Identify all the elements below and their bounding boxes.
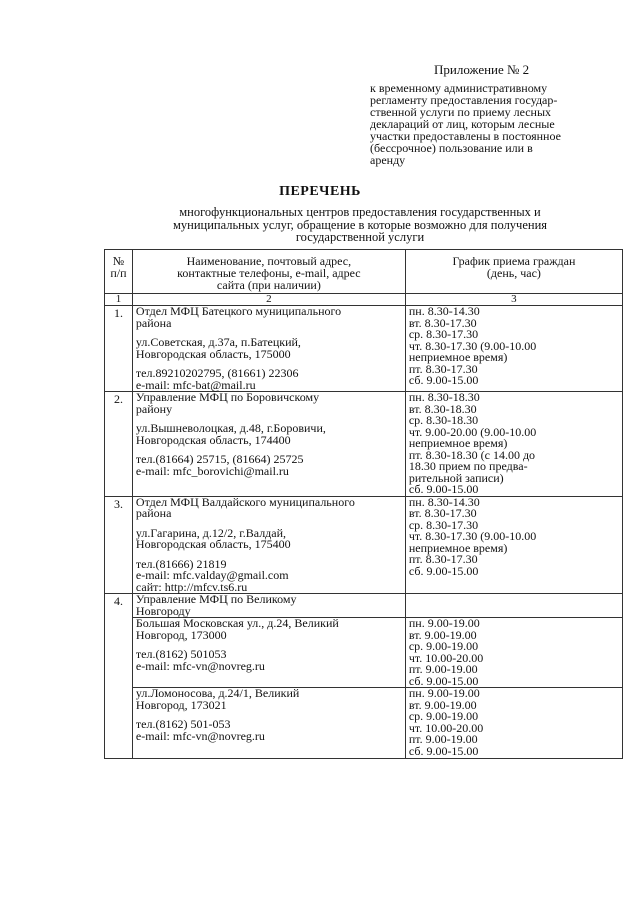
schedule-line: пн. 9.00-19.00 <box>408 686 480 700</box>
table-header-row <box>105 250 623 294</box>
schedule-line: вт. 8.30-18.30 <box>408 401 477 416</box>
header-name <box>132 250 405 294</box>
postal-address <box>135 525 402 551</box>
contacts <box>136 454 402 477</box>
header-name-line: сайта (при наличии) <box>216 278 321 292</box>
document-subtitle <box>120 206 600 244</box>
table-row <box>105 306 623 392</box>
subtitle-line: государственной услуги <box>295 230 425 244</box>
appendix-line: ственной услуги по приему лесных <box>370 105 552 119</box>
organization-cell <box>132 594 405 618</box>
postal-address-line: Новгород, 173021 <box>135 697 227 712</box>
schedule-line: пт. 8.30-17.30 <box>408 361 478 376</box>
header-schedule <box>405 250 622 294</box>
header-schedule-line: (день, час) <box>486 266 541 280</box>
organization-name-line: Отдел МФЦ Валдайского муниципального <box>135 494 355 509</box>
schedule-line: чт. 9.00-20.00 (9.00-10.00 <box>408 424 537 439</box>
schedule-line: неприемное время) <box>408 436 508 450</box>
document-heading: ПЕРЕЧЕНЬ <box>279 184 361 199</box>
row-number: 2. <box>105 392 133 497</box>
postal-address <box>136 337 402 360</box>
header-name-line: контактные телефоны, e-mail, адрес <box>177 266 361 280</box>
schedule-cell <box>405 618 622 688</box>
table-row <box>105 392 623 497</box>
row-number: 3. <box>105 496 133 594</box>
postal-address-line: Большая Московская ул., д.24, Великий <box>135 616 339 630</box>
contacts-line: e-mail: mfc.valday@gmail.com <box>135 568 289 582</box>
schedule-cell-empty <box>405 594 622 618</box>
contacts-line: e-mail: mfc-bat@mail.ru <box>135 377 256 392</box>
schedule-line: пт. 8.30-18.30 (с 14.00 до <box>408 447 536 462</box>
schedule-line: пн. 8.30-14.30 <box>408 304 480 318</box>
branch-cell <box>132 618 405 688</box>
organization-name-line: района <box>135 315 172 330</box>
schedule-line: сб. 9.00-15.00 <box>408 373 479 387</box>
schedule-line: неприемное время) <box>408 540 508 555</box>
schedule-cell <box>405 496 622 594</box>
contacts-line: тел.(81664) 25715, (81664) 25725 <box>135 452 304 466</box>
postal-address-line: Новгородская область, 175400 <box>135 537 291 551</box>
contacts-line: e-mail: mfc_borovichi@mail.ru <box>135 463 289 478</box>
postal-address-line: Новгородская область, 175000 <box>135 346 291 361</box>
postal-address <box>136 688 402 711</box>
organization-name-line: Отдел МФЦ Батецкого муниципального <box>135 304 342 318</box>
schedule-line: пт. 9.00-19.00 <box>408 662 478 676</box>
header-num <box>105 250 133 294</box>
contacts-line: тел.(81666) 21819 <box>135 556 227 571</box>
postal-address-line: ул.Гагарина, д.12/2, г.Валдай, <box>135 525 287 540</box>
schedule-line: сб. 9.00-15.00 <box>408 743 479 758</box>
branch-row <box>105 688 623 759</box>
header-num-line: № <box>112 254 125 268</box>
schedule-line: вт. 9.00-19.00 <box>408 627 477 642</box>
contacts-line: e-mail: mfc-vn@novreg.ru <box>135 728 265 743</box>
organization-name <box>135 494 402 520</box>
organization-name-line: района <box>135 506 172 520</box>
organization-name-line: Управление МФЦ по Боровичскому <box>135 390 320 404</box>
schedule-line: рительной записи) <box>408 470 504 485</box>
appendix-line: к временному административному <box>370 81 548 95</box>
contacts <box>136 719 402 742</box>
organization-name <box>136 306 402 329</box>
appendix-text <box>370 82 632 166</box>
subtitle-line: муниципальных услуг, обращение в которые возможно для получения <box>172 217 548 232</box>
schedule-line: пн. 8.30-18.30 <box>408 390 480 404</box>
column-index-cell: 1 <box>105 294 133 306</box>
appendix-line: регламенту предоставления государ- <box>370 93 558 107</box>
table-row <box>105 496 623 594</box>
contacts <box>136 649 402 672</box>
branch-row <box>105 618 623 688</box>
contacts-line: сайт: http://mfcv.ts6.ru <box>135 579 248 594</box>
schedule-line: ср. 8.30-17.30 <box>408 517 479 532</box>
organization-name <box>136 392 402 415</box>
schedule-line: пт. 8.30-17.30 <box>408 552 478 566</box>
header-name-line: Наименование, почтовый адрес, <box>186 254 352 268</box>
organization-name <box>136 594 402 617</box>
postal-address-line: ул.Вышневолоцкая, д.48, г.Боровичи, <box>135 421 326 435</box>
appendix-line: участки предоставлены в постоянное <box>370 129 561 143</box>
schedule-line: чт. 8.30-17.30 (9.00-10.00 <box>408 529 537 543</box>
subtitle-line: многофункциональных центров предоставления государственных и <box>179 205 541 219</box>
contacts-line: e-mail: mfc-vn@novreg.ru <box>135 658 265 673</box>
schedule-cell <box>405 688 622 759</box>
organization-cell <box>132 306 405 392</box>
appendix-line: аренду <box>370 153 406 167</box>
schedule-line: ср. 8.30-17.30 <box>408 327 479 341</box>
schedule-cell <box>405 306 622 392</box>
schedule-line: чт. 10.00-20.00 <box>408 720 484 735</box>
postal-address-line: Новгородская область, 174400 <box>135 432 291 447</box>
postal-address-line: ул.Советская, д.37а, п.Батецкий, <box>135 335 301 349</box>
header-num-line: п/п <box>110 266 127 280</box>
column-index-cell: 3 <box>405 294 622 306</box>
schedule-line: неприемное время) <box>408 350 508 364</box>
table-row <box>105 594 623 618</box>
organization-name-line: району <box>135 401 173 416</box>
schedule-line: пн. 8.30-14.30 <box>408 494 480 509</box>
postal-address-line: ул.Ломоносова, д.24/1, Великий <box>135 686 300 700</box>
contacts <box>136 368 402 391</box>
schedule-line: ср. 8.30-18.30 <box>408 413 479 427</box>
schedule-line: ср. 9.00-19.00 <box>408 709 479 723</box>
contacts-line: тел.(8162) 501-053 <box>135 717 231 731</box>
appendix-title: Приложение № 2 <box>434 62 530 77</box>
schedule-cell <box>405 392 622 497</box>
contacts-line: тел.(8162) 501053 <box>135 647 227 661</box>
schedule-line: пн. 9.00-19.00 <box>408 616 480 630</box>
organization-cell <box>132 496 405 594</box>
organization-cell <box>132 392 405 497</box>
contacts <box>135 556 402 594</box>
row-number: 4. <box>105 594 133 759</box>
schedule-line: чт. 10.00-20.00 <box>408 650 484 665</box>
schedule-line: 18.30 прием по предва- <box>408 459 528 473</box>
row-number: 1. <box>105 306 133 392</box>
organization-name-line: Новгороду <box>135 603 191 618</box>
mfc-table <box>104 249 623 759</box>
organization-name-line: Управление МФЦ по Великому <box>135 592 297 606</box>
schedule-line: сб. 9.00-15.00 <box>408 563 479 578</box>
schedule-line: чт. 8.30-17.30 (9.00-10.00 <box>408 338 537 353</box>
branch-cell <box>132 688 405 759</box>
postal-address-line: Новгород, 173000 <box>135 627 227 642</box>
postal-address <box>136 423 402 446</box>
postal-address <box>136 618 402 641</box>
schedule-line: пт. 9.00-19.00 <box>408 732 478 746</box>
schedule-line: вт. 8.30-17.30 <box>408 506 477 520</box>
appendix-line: (бессрочное) пользование или в <box>370 141 533 155</box>
schedule-line: вт. 9.00-19.00 <box>408 697 477 712</box>
header-schedule-line: График приема граждан <box>452 254 576 268</box>
schedule-line: сб. 9.00-15.00 <box>408 673 479 688</box>
column-index-cell: 2 <box>132 294 405 306</box>
schedule-line: вт. 8.30-17.30 <box>408 315 477 330</box>
schedule-line: сб. 9.00-15.00 <box>408 482 479 496</box>
contacts-line: тел.89210202795, (81661) 22306 <box>135 366 299 380</box>
appendix-line: деклараций от лиц, которым лесные <box>370 117 555 131</box>
schedule-line: ср. 9.00-19.00 <box>408 639 479 653</box>
